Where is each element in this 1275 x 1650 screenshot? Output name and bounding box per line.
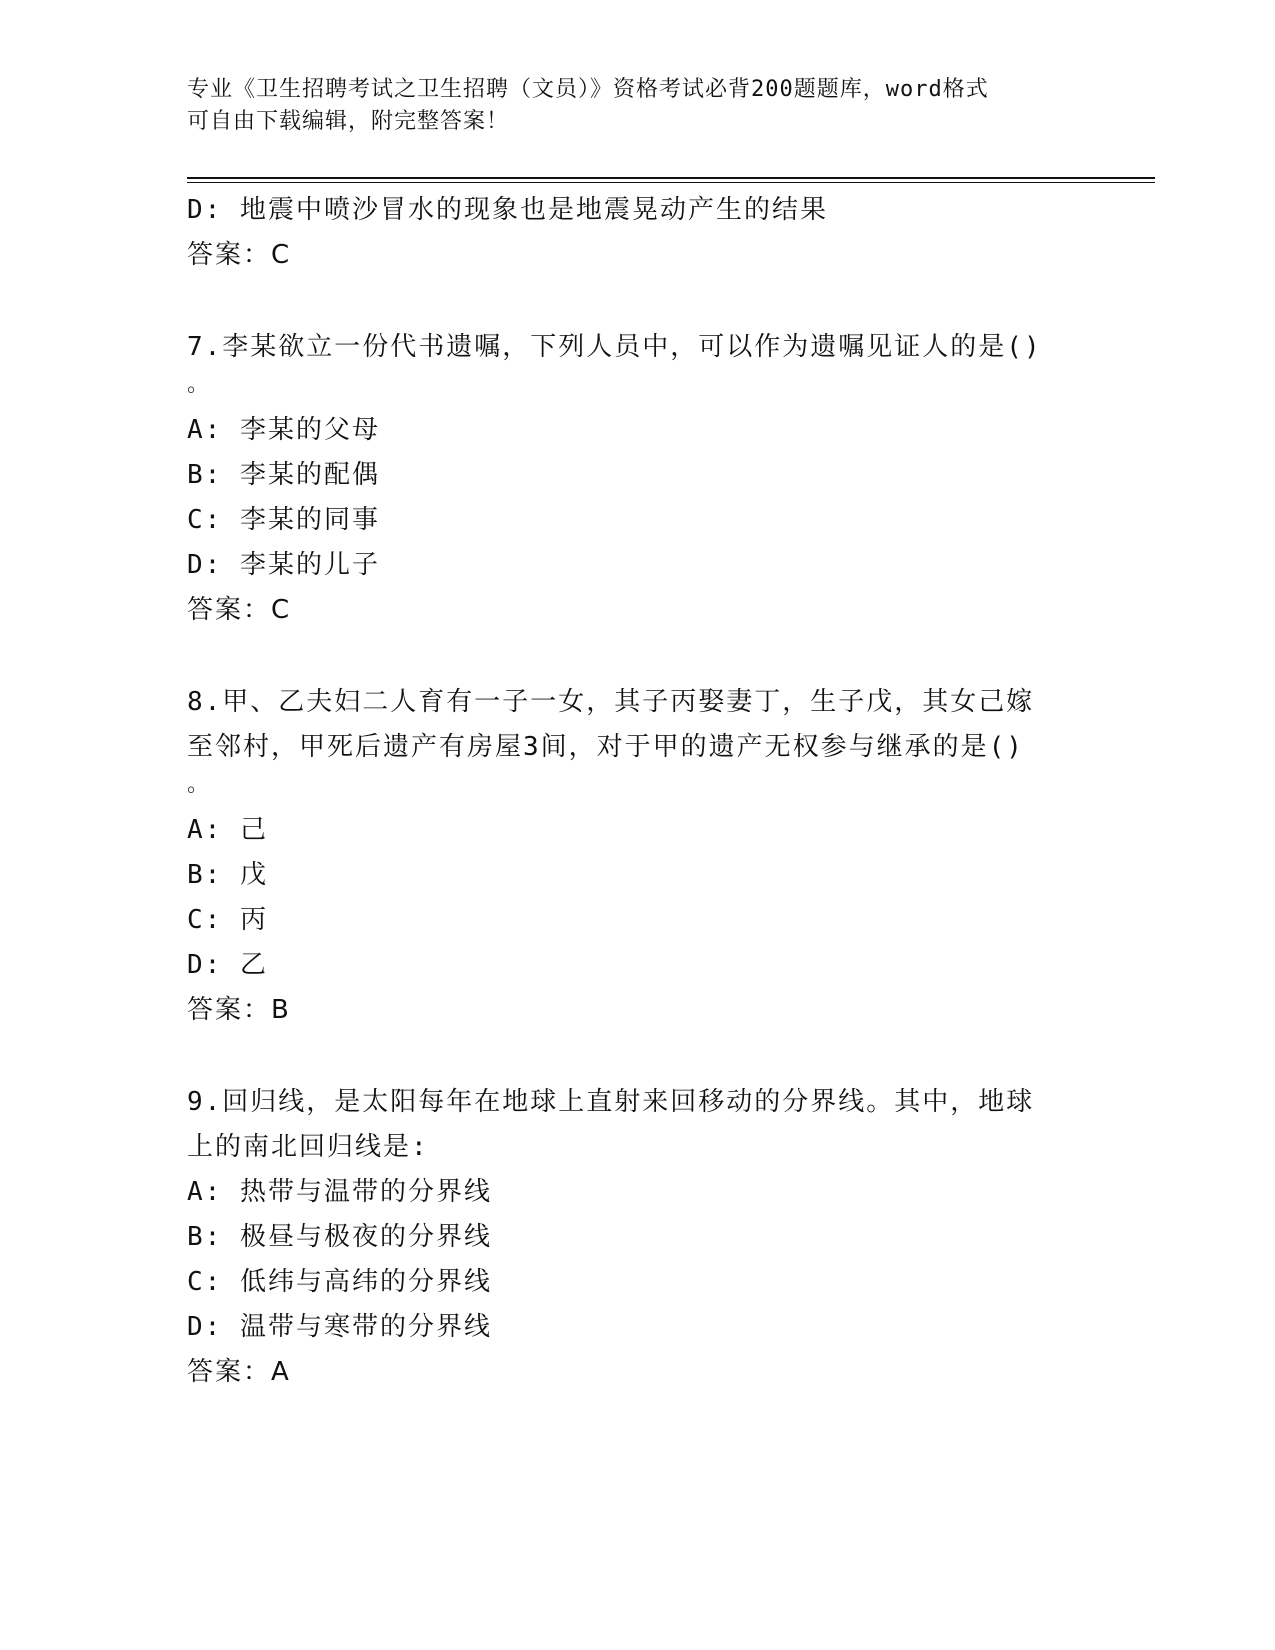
option-d: D: 地震中喷沙冒水的现象也是地震晃动产生的结果 — [187, 195, 828, 225]
question-8 — [187, 680, 1067, 1033]
option-a: A: 热带与温带的分界线 — [187, 1177, 492, 1207]
option-a: A: 己 — [187, 815, 268, 845]
option-c: C: 丙 — [187, 905, 268, 935]
header-title-line-2: 可自由下载编辑，附完整答案！ — [187, 109, 510, 134]
option-c: C: 李某的同事 — [187, 505, 380, 535]
previous-question-tail — [187, 188, 1067, 278]
answer-line: 答案：C — [187, 595, 292, 625]
document-header — [187, 74, 1087, 138]
question-stem-line: 至邻村，甲死后遗产有房屋3间，对于甲的遗产无权参与继承的是() — [187, 732, 1024, 762]
question-stem-line: 7.李某欲立一份代书遗嘱，下列人员中，可以作为遗嘱见证人的是() — [187, 332, 1042, 362]
option-d: D: 温带与寒带的分界线 — [187, 1312, 492, 1342]
header-title-line-1: 专业《卫生招聘考试之卫生招聘（文员）》资格考试必背200题题库，word格式 — [187, 77, 989, 102]
spacer — [187, 633, 1067, 680]
option-c: C: 低纬与高纬的分界线 — [187, 1267, 492, 1297]
option-d: D: 李某的儿子 — [187, 550, 380, 580]
option-b: B: 李某的配偶 — [187, 460, 380, 490]
question-stem-line: 8.甲、乙夫妇二人育有一子一女，其子丙娶妻丁，生子戊，其女己嫁 — [187, 687, 1035, 717]
option-b: B: 极昼与极夜的分界线 — [187, 1222, 492, 1252]
question-content — [187, 188, 1067, 1395]
option-d: D: 乙 — [187, 950, 268, 980]
header-divider-thin — [187, 182, 1155, 183]
question-stem-line: 上的南北回归线是: — [187, 1132, 429, 1162]
option-a: A: 李某的父母 — [187, 415, 380, 445]
question-stem-tail: 。 — [187, 372, 212, 397]
spacer — [187, 278, 1067, 325]
answer-line: 答案：B — [187, 995, 291, 1025]
question-stem-line: 9.回归线，是太阳每年在地球上直射来回移动的分界线。其中，地球 — [187, 1087, 1035, 1117]
question-stem-tail: 。 — [187, 772, 212, 797]
question-9 — [187, 1080, 1067, 1395]
question-7 — [187, 325, 1067, 633]
answer-line: 答案：C — [187, 240, 292, 270]
answer-line: 答案：A — [187, 1357, 291, 1387]
spacer — [187, 1033, 1067, 1080]
header-divider-thick — [187, 177, 1155, 179]
option-b: B: 戊 — [187, 860, 268, 890]
